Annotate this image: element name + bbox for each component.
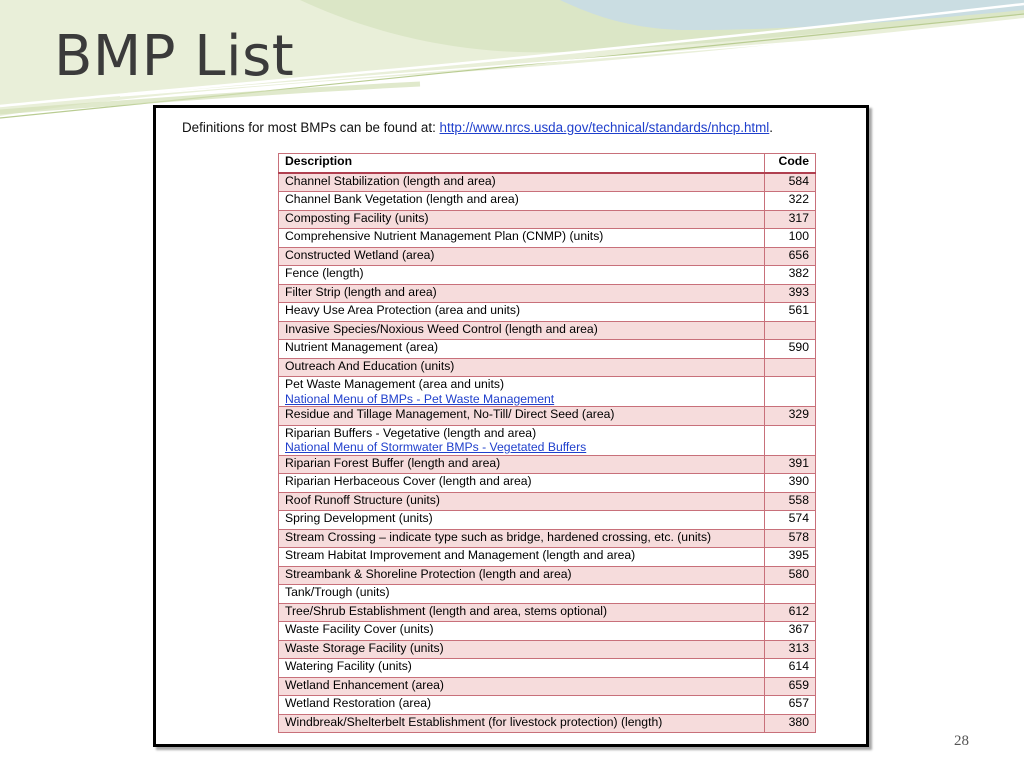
- table-row: [279, 266, 816, 285]
- bmp-table-body: [279, 173, 816, 733]
- bmp-description-cell: [279, 492, 765, 511]
- table-row: [279, 247, 816, 266]
- bmp-code: 367: [765, 622, 816, 641]
- bmp-description-cell: [279, 377, 765, 407]
- table-row: [279, 714, 816, 733]
- bmp-description: Constructed Wetland (area): [285, 247, 435, 262]
- bmp-table: [278, 153, 816, 733]
- table-row: [279, 284, 816, 303]
- national-menu-link[interactable]: National Menu of BMPs - Pet Waste Management: [285, 391, 555, 406]
- bmp-description: Nutrient Management (area): [285, 340, 439, 354]
- bmp-description: Tank/Trough (units): [285, 585, 390, 599]
- bmp-description-cell: [279, 358, 765, 377]
- bmp-description-cell: [279, 455, 765, 474]
- bmp-description-cell: [279, 548, 765, 567]
- table-row: [279, 377, 816, 407]
- table-row: [279, 229, 816, 248]
- bmp-description: Stream Habitat Improvement and Management (length and area): [285, 548, 636, 562]
- national-menu-link[interactable]: National Menu of Stormwater BMPs - Vegetated Buffers: [285, 440, 587, 454]
- table-row: [279, 659, 816, 678]
- bmp-description-cell: [279, 210, 765, 229]
- table-row: [279, 407, 816, 426]
- bmp-table-panel: [153, 105, 869, 747]
- table-header-row: [279, 154, 816, 173]
- table-row: [279, 474, 816, 493]
- bmp-description-cell: [279, 622, 765, 641]
- table-row: [279, 340, 816, 359]
- bmp-description: Waste Facility Cover (units): [285, 622, 434, 636]
- bmp-code: 612: [765, 603, 816, 622]
- table-row: [279, 321, 816, 340]
- bmp-code: [765, 358, 816, 377]
- table-row: [279, 173, 816, 192]
- bmp-code: 659: [765, 677, 816, 696]
- table-row: [279, 303, 816, 322]
- bmp-description: Roof Runoff Structure (units): [285, 492, 440, 507]
- bmp-description-cell: [279, 321, 765, 340]
- table-row: [279, 548, 816, 567]
- page-number: 28: [954, 733, 969, 749]
- bmp-description-cell: [279, 425, 765, 455]
- bmp-code: 382: [765, 266, 816, 285]
- table-row: [279, 640, 816, 659]
- bmp-description-cell: [279, 677, 765, 696]
- bmp-code: 558: [765, 492, 816, 511]
- bmp-code: 656: [765, 247, 816, 266]
- bmp-description-cell: [279, 173, 765, 192]
- bmp-description: Residue and Tillage Management, No-Till/ Direct Seed (area): [285, 407, 615, 421]
- bmp-code: 395: [765, 548, 816, 567]
- bmp-code: 317: [765, 210, 816, 229]
- table-row: [279, 492, 816, 511]
- bmp-code: 590: [765, 340, 816, 359]
- bmp-description: Channel Stabilization (length and area): [285, 173, 496, 188]
- bmp-description: Filter Strip (length and area): [285, 284, 437, 299]
- bmp-description: Spring Development (units): [285, 511, 433, 525]
- bmp-description-cell: [279, 284, 765, 303]
- bmp-description-cell: [279, 266, 765, 285]
- bmp-description: Stream Crossing – indicate type such as bridge, hardened crossing, etc. (units): [285, 529, 712, 544]
- bmp-description-cell: [279, 340, 765, 359]
- table-row: [279, 622, 816, 641]
- bmp-code: [765, 585, 816, 604]
- bmp-description: Streambank & Shoreline Protection (length and area): [285, 566, 572, 581]
- bmp-description-cell: [279, 585, 765, 604]
- bmp-description: Tree/Shrub Establishment (length and area, stems optional): [285, 603, 608, 618]
- bmp-code: [765, 425, 816, 455]
- bmp-description-cell: [279, 603, 765, 622]
- bmp-code: 322: [765, 192, 816, 211]
- table-row: [279, 425, 816, 455]
- nrcs-standards-link[interactable]: http://www.nrcs.usda.gov/technical/standards/nhcp.html: [439, 120, 770, 135]
- bmp-description-cell: [279, 529, 765, 548]
- code-header: Code: [765, 154, 816, 173]
- table-row: [279, 566, 816, 585]
- bmp-code: 574: [765, 511, 816, 530]
- bmp-code: 584: [765, 173, 816, 192]
- definitions-note-text: Definitions for most BMPs can be found at:: [182, 120, 440, 135]
- bmp-description-cell: [279, 511, 765, 530]
- table-row: [279, 677, 816, 696]
- bmp-code: 578: [765, 529, 816, 548]
- bmp-code: 390: [765, 474, 816, 493]
- bmp-code: 614: [765, 659, 816, 678]
- table-row: [279, 511, 816, 530]
- slide-title: BMP List: [54, 24, 295, 89]
- bmp-description-cell: [279, 192, 765, 211]
- bmp-description-cell: [279, 407, 765, 426]
- bmp-description-cell: [279, 247, 765, 266]
- bmp-code: 393: [765, 284, 816, 303]
- bmp-code: [765, 377, 816, 407]
- bmp-description: Channel Bank Vegetation (length and area): [285, 192, 519, 206]
- bmp-description: Windbreak/Shelterbelt Establishment (for livestock protection) (length): [285, 714, 663, 729]
- bmp-description: Riparian Buffers - Vegetative (length and area): [285, 425, 537, 440]
- bmp-description: Outreach And Education (units): [285, 358, 455, 373]
- bmp-description: Heavy Use Area Protection (area and units): [285, 303, 521, 317]
- bmp-code: 657: [765, 696, 816, 715]
- table-row: [279, 210, 816, 229]
- table-row: [279, 603, 816, 622]
- bmp-description: Riparian Forest Buffer (length and area): [285, 455, 501, 470]
- table-row: [279, 358, 816, 377]
- bmp-code: 100: [765, 229, 816, 248]
- definitions-note-suffix: .: [769, 120, 773, 135]
- bmp-description: Pet Waste Management (area and units): [285, 377, 505, 391]
- bmp-code: 329: [765, 407, 816, 426]
- bmp-description: Comprehensive Nutrient Management Plan (CNMP) (units): [285, 229, 604, 243]
- bmp-description: Riparian Herbaceous Cover (length and area): [285, 474, 532, 488]
- bmp-code: 580: [765, 566, 816, 585]
- bmp-description: Invasive Species/Noxious Weed Control (length and area): [285, 321, 598, 336]
- bmp-description-cell: [279, 696, 765, 715]
- bmp-description-cell: [279, 640, 765, 659]
- bmp-description-cell: [279, 566, 765, 585]
- bmp-description: Watering Facility (units): [285, 659, 412, 673]
- bmp-description: Composting Facility (units): [285, 210, 429, 225]
- bmp-code: 391: [765, 455, 816, 474]
- table-row: [279, 192, 816, 211]
- table-row: [279, 696, 816, 715]
- bmp-code: 561: [765, 303, 816, 322]
- definitions-note: [182, 120, 773, 135]
- bmp-description-cell: [279, 659, 765, 678]
- bmp-code: 380: [765, 714, 816, 733]
- bmp-description: Waste Storage Facility (units): [285, 640, 444, 655]
- bmp-description-cell: [279, 229, 765, 248]
- bmp-code: [765, 321, 816, 340]
- bmp-description: Wetland Enhancement (area): [285, 677, 444, 692]
- table-row: [279, 529, 816, 548]
- bmp-description-cell: [279, 714, 765, 733]
- bmp-code: 313: [765, 640, 816, 659]
- bmp-description-cell: [279, 303, 765, 322]
- bmp-description-cell: [279, 474, 765, 493]
- description-header: Description: [279, 154, 765, 173]
- bmp-description: Wetland Restoration (area): [285, 696, 432, 710]
- table-row: [279, 455, 816, 474]
- table-row: [279, 585, 816, 604]
- bmp-description: Fence (length): [285, 266, 364, 280]
